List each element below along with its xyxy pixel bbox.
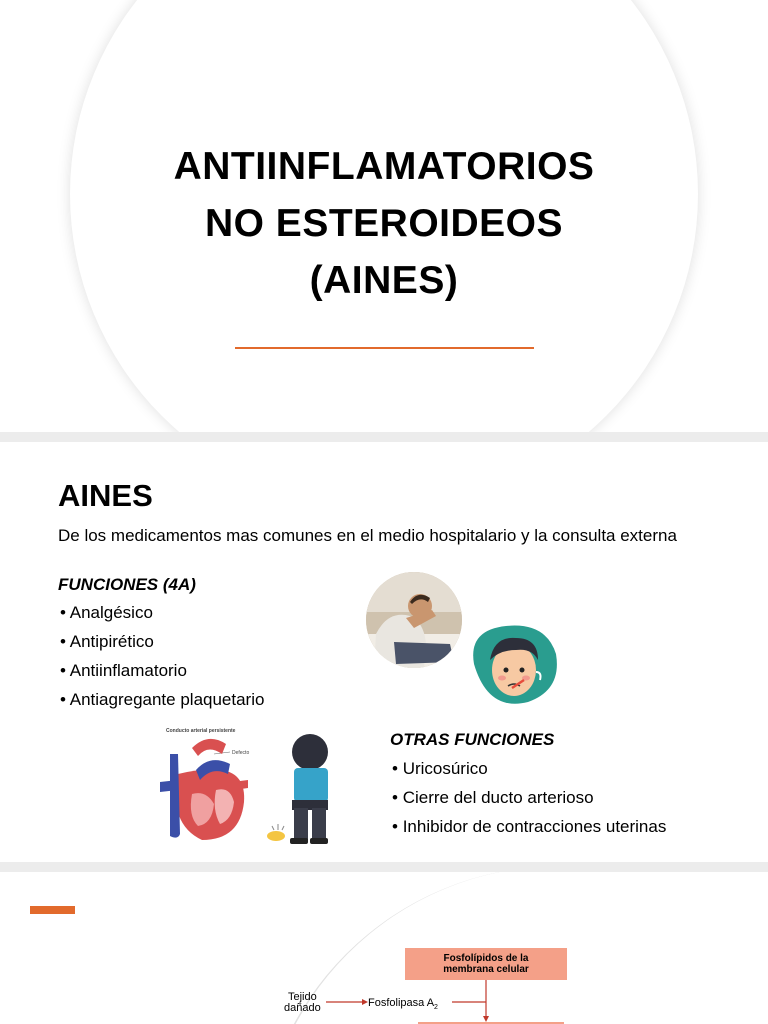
sick-face-icon bbox=[466, 620, 564, 708]
kid-illustration bbox=[262, 732, 338, 848]
title-underline bbox=[235, 347, 534, 349]
other-functions-title: OTRAS FUNCIONES bbox=[390, 730, 555, 749]
fosfolipasa-sub: 2 bbox=[434, 1004, 438, 1012]
tejido-line-2: dañado bbox=[284, 1002, 321, 1014]
title-line-1: ANTIINFLAMATORIOS bbox=[173, 145, 595, 188]
list-item: • Antiagregante plaquetario bbox=[60, 690, 265, 709]
functions-title: FUNCIONES (4A) bbox=[58, 575, 196, 594]
slide-heading: AINES bbox=[58, 478, 153, 513]
list-item: • Antiinflamatorio bbox=[60, 661, 187, 680]
tejido-line-1: Tejido bbox=[287, 991, 317, 1003]
list-item: • Inhibidor de contracciones uterinas bbox=[392, 817, 667, 836]
intro-text: De los medicamentos mas comunes en el medio hospitalario y la consulta externa bbox=[58, 526, 677, 545]
list-item: • Uricosúrico bbox=[392, 759, 488, 778]
box-line-2: membrana celular bbox=[443, 964, 529, 975]
fosfolipasa-text: Fosfolipasa A bbox=[368, 997, 435, 1009]
title-slide bbox=[0, 0, 768, 432]
box-line-1: Fosfolípidos de la bbox=[443, 953, 529, 964]
title-line-2: NO ESTEROIDEOS bbox=[204, 202, 564, 245]
list-item: • Antipirético bbox=[60, 632, 154, 651]
pathway-slide bbox=[0, 872, 768, 1024]
list-item: • Analgésico bbox=[60, 603, 153, 622]
heart-caption: Conducto arterial persistente bbox=[166, 728, 236, 734]
title-line-3: (AINES) bbox=[309, 259, 459, 302]
list-item: • Cierre del ducto arterioso bbox=[392, 788, 594, 807]
heart-label: Defecto bbox=[232, 750, 250, 756]
slide-title bbox=[84, 138, 684, 309]
aines-slide bbox=[0, 442, 768, 862]
functions-list bbox=[60, 598, 264, 714]
pathway-arrows bbox=[0, 872, 768, 1024]
headache-photo bbox=[366, 572, 462, 668]
heart-diagram bbox=[148, 724, 260, 848]
other-functions-list bbox=[392, 754, 666, 841]
